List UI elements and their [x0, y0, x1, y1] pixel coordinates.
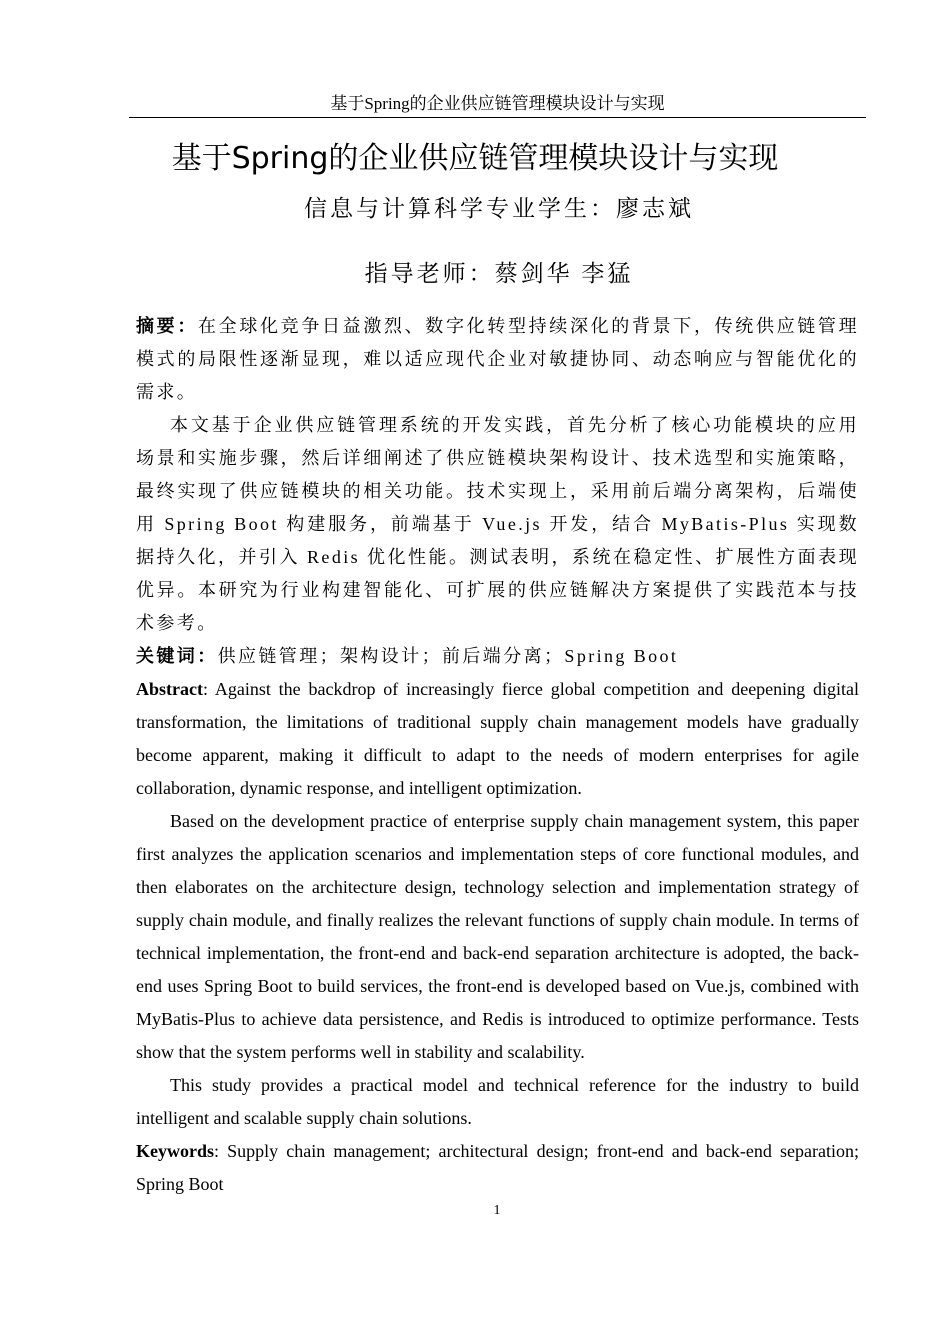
header-rule: [129, 117, 866, 118]
zh-abstract-p1: 摘要：在全球化竞争日益激烈、数字化转型持续深化的背景下，传统供应链管理模式的局限性逐渐显现，难以适应现代企业对敏捷协同、动态响应与智能优化的需求。: [136, 316, 860, 402]
zh-keywords: 关键词：供应链管理；架构设计；前后端分离；Spring Boot: [136, 646, 679, 666]
en-keywords: Keywords: Supply chain management; architectural design; front-end and back-end separation; Spring Boot: [136, 1141, 859, 1194]
zh-abstract-label: 摘要：: [136, 316, 198, 336]
author-line: 信息与计算科学专业学生：廖志斌: [304, 196, 694, 221]
page-number: 1: [493, 1203, 501, 1218]
zh-keywords-label: 关键词：: [136, 646, 218, 666]
en-abstract-p3: This study provides a practical model and technical reference for the industry to build intelligent and scalable supply chain solutions.: [136, 1075, 859, 1128]
en-abstract-p1: Abstract: Against the backdrop of increasingly fierce global competition and deepening digital transformation, the limitations of traditional supply chain management models have gradually become apparent, making it difficult to adapt to the needs of modern enterprises for agile collaboration, dynamic response, and intelligent optimization.: [136, 679, 859, 798]
zh-abstract-p2: 本文基于企业供应链管理系统的开发实践，首先分析了核心功能模块的应用场景和实施步骤，然后详细阐述了供应链模块架构设计、技术选型和实施策略，最终实现了供应链模块的相关功能。技术实现上，采用前后端分离架构，后端使用 Spring Boot 构建服务，前端基于 Vue.js 开发，结合 MyBatis-Plus 实现数据持久化，并引入 Redis 优化性能。测试表明，系统在稳定性、扩展性方面表现优异。本研究为行业构建智能化、可扩展的供应链解决方案提供了实践范本与技术参考。: [136, 415, 859, 633]
abstract-body: [136, 310, 859, 1201]
running-header: 基于Spring的企业供应链管理模块设计与实现: [330, 94, 665, 113]
advisor-line: 指导老师：蔡剑华 李猛: [364, 261, 634, 286]
en-abstract-p2: Based on the development practice of enterprise supply chain management system, this paper first analyzes the application scenarios and implementation steps of core functional modules, and then elaborates on the architecture design, technology selection and implementation strategy of supply chain module, and finally realizes the relevant functions of supply chain module. In terms of technical implementation, the front-end and back-end separation architecture is adopted, the back-end uses Spring Boot to build services, the front-end is developed based on Vue.js, combined with MyBatis-Plus to achieve data persistence, and Redis is introduced to optimize performance. Tests show that the system performs well in stability and scalability.: [136, 811, 859, 1062]
paper-title: 基于Spring的企业供应链管理模块设计与实现: [171, 141, 779, 176]
en-keywords-label: Keywords: [136, 1141, 214, 1161]
en-abstract-label: Abstract: [136, 679, 203, 699]
